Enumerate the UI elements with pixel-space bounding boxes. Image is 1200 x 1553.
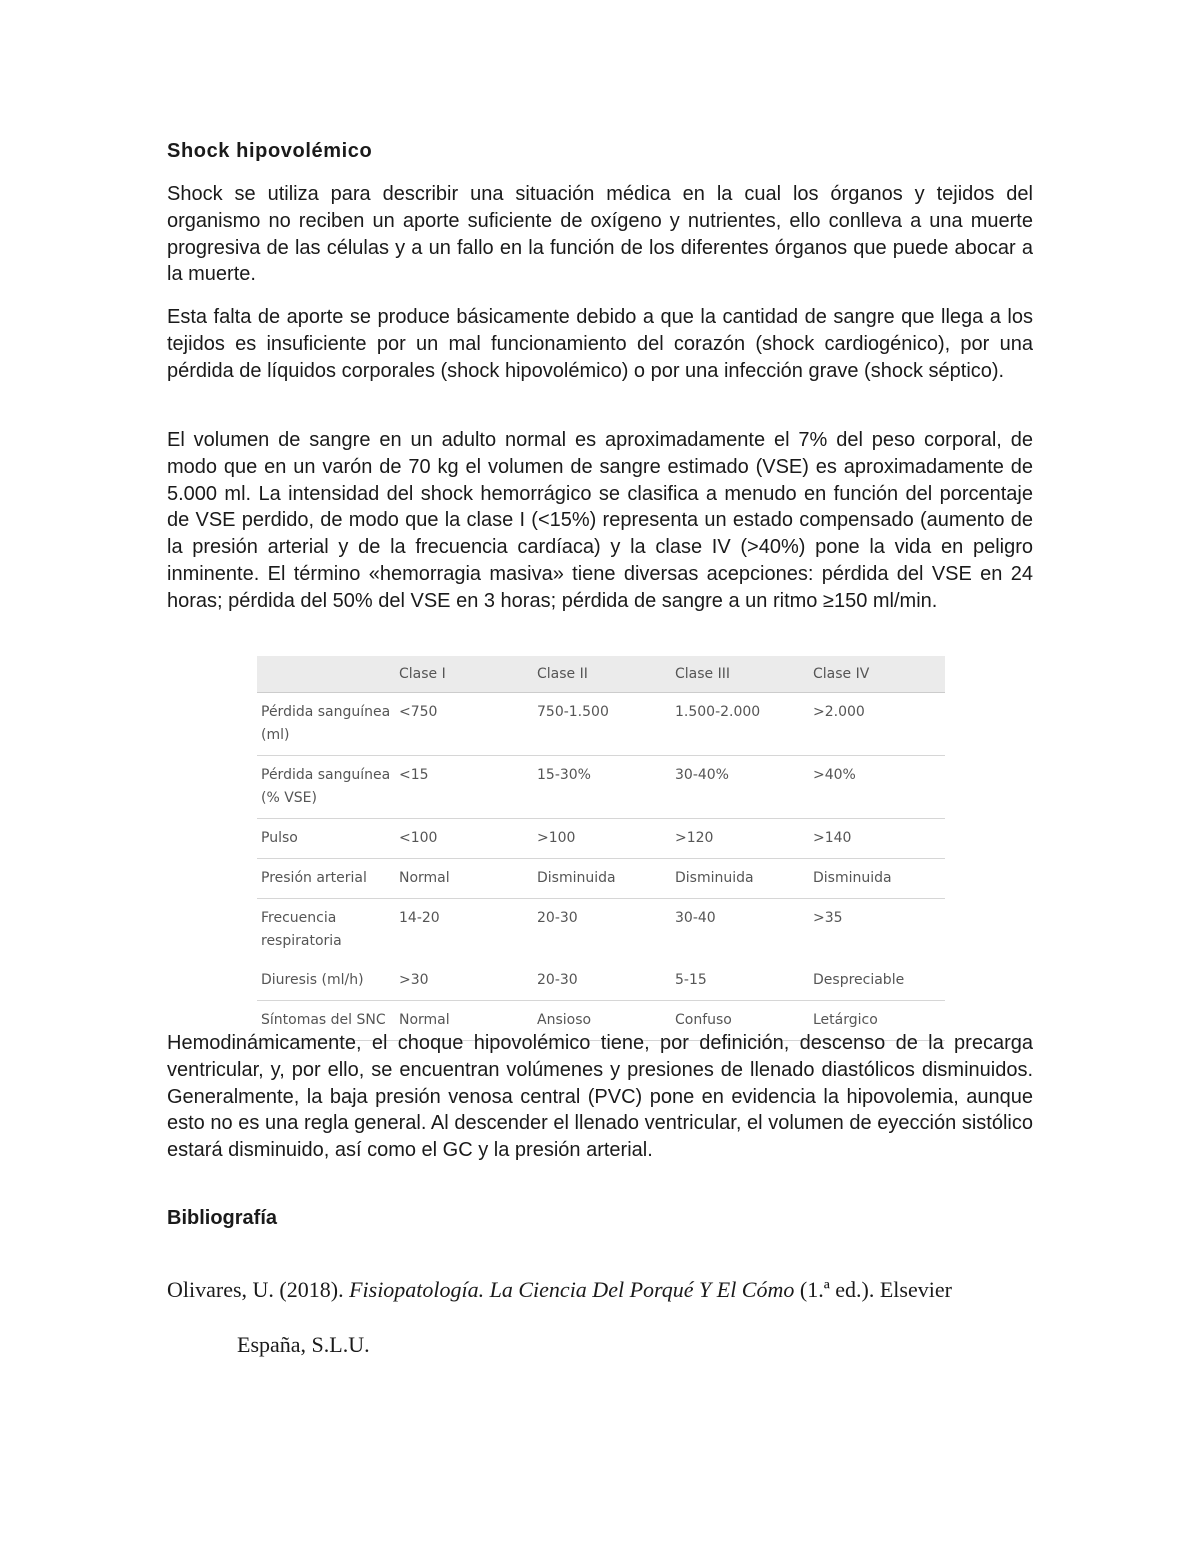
table-row [257,859,945,899]
table-cell: Disminuida [533,859,671,899]
table-row-label: Presión arterial [257,859,395,899]
table-cell: >35 [813,910,843,926]
table-cell: Normal [395,1001,533,1041]
paragraph-blood-volume: El volumen de sangre en un adulto normal es aproximadamente el 7% del peso corporal, de modo que en un varón de 70 kg el volumen de sangre estimado (VSE) es aproximadamente de 5.000 ml. La intensidad del shock hemorrágico se clasifica a menudo en función del porcentaje de VSE perdido, de modo que la clase I (<15%) representa un estado compensado (aumento de la presión arterial y de la frecuencia cardíaca) y la clase IV (>40%) pone la vida en peligro inminente. El término «hemorragia masiva» tiene diversas acepciones: pérdida del VSE en 24 horas; pérdida del 50% del VSE en 3 horas; pérdida de sangre a un ritmo ≥150 ml/min. [167,429,1033,612]
document-title: Shock hipovolémico [167,140,373,162]
table-cell: >30 [395,961,533,1001]
table-cell: Letárgico [809,1001,945,1041]
table-header-cell: Clase II [533,656,671,693]
table-cell: 30-40% [671,756,809,819]
table-cell: >2.000 [809,693,945,756]
table-cell: 20-30 [533,961,671,1001]
table-cell: 750-1.500 [533,693,671,756]
bibliography-reference [167,1262,1047,1372]
table-row-label: Síntomas del SNC [257,1001,395,1041]
table-cell: >120 [671,819,809,859]
table-row-label: Pérdida sanguínea (% VSE) [257,756,395,819]
table-header-cell: Clase I [395,656,533,693]
table-cell: 5-15 [671,961,809,1001]
table-row-label: Frecuencia respiratoria [261,910,342,949]
table-cell: >40% [809,756,945,819]
table-header-cell [257,656,395,693]
table-row [257,899,945,962]
table-cell: 20-30 [537,910,578,926]
table-cell: Despreciable [809,961,945,1001]
table-cell: Ansioso [533,1001,671,1041]
table-cell: <15 [395,756,533,819]
table-header-row [257,656,945,693]
table-cell: <750 [395,693,533,756]
table-cell: 14-20 [399,910,440,926]
reference-edition: (1.ª ed.). Elsevier [794,1277,952,1302]
table-row [257,693,945,756]
table-row-label: Pérdida sanguínea (ml) [257,693,395,756]
table-cell: 30-40 [675,910,716,926]
table-cell: 15-30% [533,756,671,819]
hemorrhage-classification-table [257,656,945,1041]
table-header-cell: Clase IV [809,656,945,693]
table-cell: Disminuida [809,859,945,899]
table-row-label: Pulso [257,819,395,859]
bibliography-heading: Bibliografía [167,1207,278,1229]
reference-title: Fisiopatología. La Ciencia Del Porqué Y El Cómo [349,1277,795,1302]
table-cell: Normal [395,859,533,899]
classification-table [257,656,945,1041]
table-cell: <100 [395,819,533,859]
table-header-cell: Clase III [671,656,809,693]
table-row [257,756,945,819]
table-cell: Confuso [671,1001,809,1041]
table-row [257,819,945,859]
table-cell: >140 [809,819,945,859]
reference-publisher: España, S.L.U. [237,1332,370,1357]
table-cell: Disminuida [671,859,809,899]
table-row-label: Diuresis (ml/h) [257,961,395,1001]
paragraph-hemodynamics: Hemodinámicamente, el choque hipovolémico tiene, por definición, descenso de la precarga ventricular, y, por ello, se encuentran volúmenes y presiones de llenado diastólicos disminuidos. Generalmente, la baja presión venosa central (PVC) pone en evidencia la hipovolemia, aunque esto no es una regla general. Al descender el llenado ventricular, el volumen de eyección sistólico estará disminuido, así como el GC y la presión arterial. [167,1032,1033,1162]
reference-author: Olivares, U. (2018). [167,1277,350,1302]
table-row [257,961,945,1001]
paragraph-definition: Shock se utiliza para describir una situación médica en la cual los órganos y tejidos del organismo no reciben un aporte suficiente de oxígeno y nutrientes, ello conlleva a una muerte progresiva de las células y a un fallo en la función de los diferentes órganos que puede abocar a la muerte. [167,183,1033,286]
table-cell: 1.500-2.000 [671,693,809,756]
table-cell: >100 [533,819,671,859]
paragraph-causes: Esta falta de aporte se produce básicamente debido a que la cantidad de sangre que llega a los tejidos es insuficiente por un mal funcionamiento del corazón (shock cardiogénico), por una pérdida de líquidos corporales (shock hipovolémico) o por una infección grave (shock séptico). [167,306,1033,382]
